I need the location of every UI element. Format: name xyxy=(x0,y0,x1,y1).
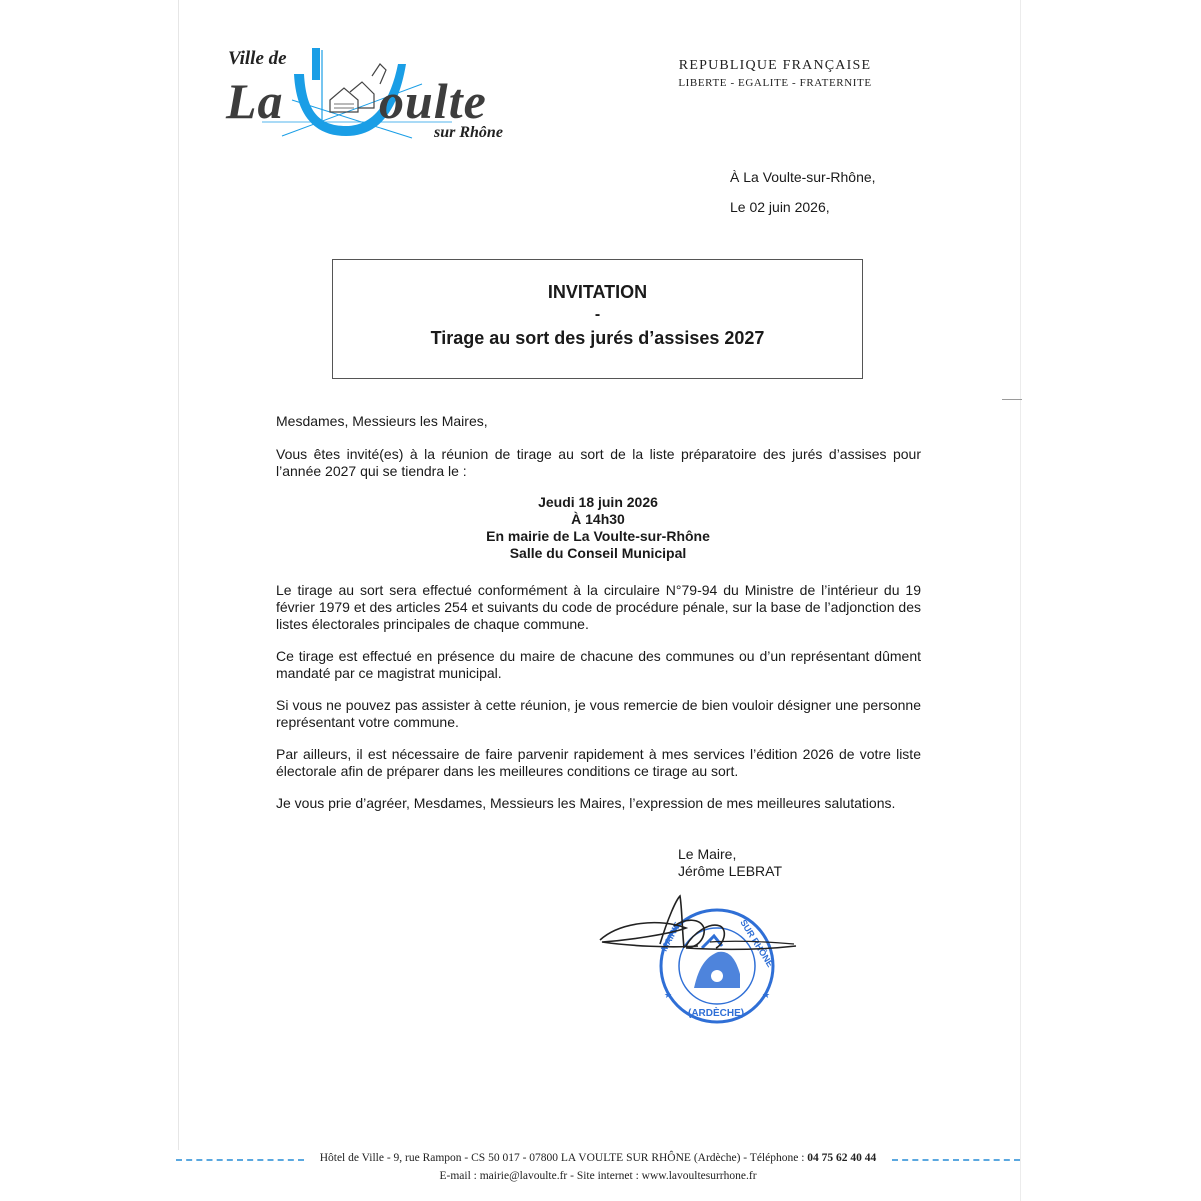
event-date: Jeudi 18 juin 2026 xyxy=(538,494,658,510)
footer-rule-right xyxy=(892,1159,1020,1161)
svg-text:★: ★ xyxy=(762,990,771,1000)
footer-rule-left xyxy=(176,1159,304,1161)
footer-address xyxy=(304,1152,892,1164)
paragraph-representative: Si vous ne pouvez pas assister à cette réunion, je vous remercie de bien vouloir désigner une personne représentant votre commune. xyxy=(276,697,921,730)
salutation: Mesdames, Messieurs les Maires, xyxy=(276,413,488,429)
official-stamp xyxy=(590,888,810,1038)
republic-title: REPUBLIQUE FRANÇAISE xyxy=(678,58,872,73)
page-edge-left xyxy=(178,0,179,1150)
event-place: En mairie de La Voulte-sur-Rhône xyxy=(486,528,710,544)
svg-text:SUR RHÔNE: SUR RHÔNE xyxy=(738,917,776,969)
event-time: À 14h30 xyxy=(571,511,625,527)
title-invitation: INVITATION xyxy=(547,282,648,302)
paragraph-legal-basis: Le tirage au sort sera effectué conformément à la circulaire N°79-94 du Ministre de l’intérieur du 19 février 1979 et des articles 254 et suivants du code de procédure pénale, sur la base de l’adjonction des listes électorales principales de chaque commune. xyxy=(276,582,921,632)
svg-text:★: ★ xyxy=(664,990,673,1000)
signer-title: Le Maire, xyxy=(678,846,737,862)
logo-oulte: oulte xyxy=(379,73,487,129)
title-box xyxy=(332,259,863,379)
paragraph-presence: Ce tirage est effectué en présence du maire de chacune des communes ou d’un représentant dûment mandaté par ce magistrat municipal. xyxy=(276,648,921,681)
signer-name: Jérôme LEBRAT xyxy=(678,863,782,879)
footer-contact: E-mail : mairie@lavoulte.fr - Site internet : www.lavoultesurrhone.fr xyxy=(439,1170,757,1182)
title-subject: Tirage au sort des jurés d’assises 2027 xyxy=(430,328,765,348)
footer-address-text: Hôtel de Ville - 9, rue Rampon - CS 50 017 - 07800 LA VOULTE SUR RHÔNE (Ardèche) - Téléphone : xyxy=(319,1152,808,1164)
svg-text:(ARDÈCHE): (ARDÈCHE) xyxy=(688,1008,745,1019)
city-logo xyxy=(222,40,522,150)
logo-ville-de: Ville de xyxy=(228,48,287,69)
logo-sur-rhone: sur Rhône xyxy=(434,124,503,141)
footer-phone: 04 75 62 40 44 xyxy=(807,1152,877,1164)
letter-place: À La Voulte-sur-Rhône, xyxy=(730,169,876,185)
republic-motto: LIBERTE - EGALITE - FRATERNITE xyxy=(678,77,872,89)
svg-text:MAIRIE: MAIRIE xyxy=(658,920,683,953)
closing-formula: Je vous prie d’agréer, Mesdames, Messieurs les Maires, l’expression de mes meilleures salutations. xyxy=(276,795,896,811)
letter-date: Le 02 juin 2026, xyxy=(730,199,830,215)
signer-block xyxy=(678,846,782,880)
event-room: Salle du Conseil Municipal xyxy=(509,545,687,561)
invitation-paragraph: Vous êtes invité(es) à la réunion de tirage au sort de la liste préparatoire des jurés d’assises pour l’année 2027 qui se tiendra le : xyxy=(276,446,921,479)
title-separator: - xyxy=(594,306,601,323)
republic-header xyxy=(660,58,890,89)
logo-la: La xyxy=(226,73,284,129)
signature-and-stamp xyxy=(590,888,810,1038)
paragraph-electoral-list: Par ailleurs, il est nécessaire de faire parvenir rapidement à mes services l’édition 2026 de votre liste électorale afin de préparer dans les meilleures conditions ce tirage au sort. xyxy=(276,746,921,779)
event-details xyxy=(420,494,776,562)
fold-mark xyxy=(1002,399,1022,400)
page-edge-right xyxy=(1020,0,1021,1201)
